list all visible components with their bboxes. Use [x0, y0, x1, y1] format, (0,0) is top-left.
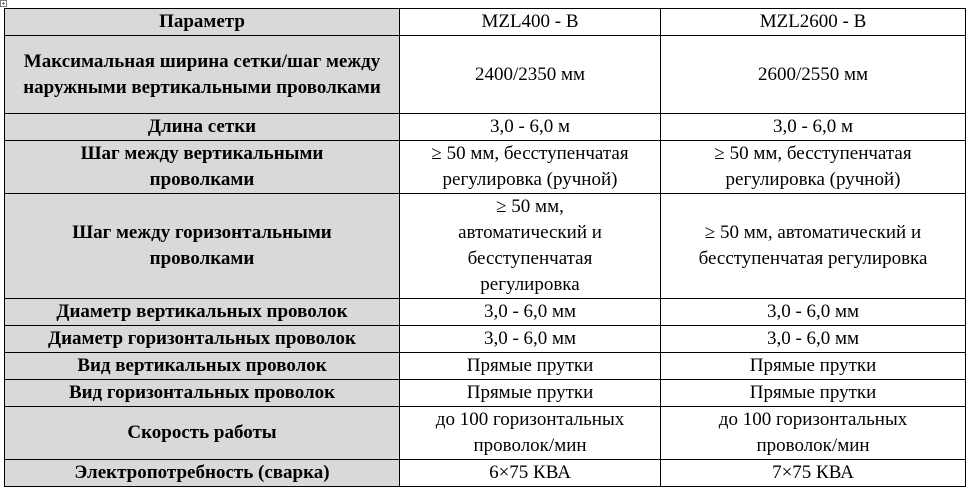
- row-parameter: Диаметр горизонтальных проволок: [5, 326, 400, 353]
- row-value-model-a: 3,0 - 6,0 мм: [400, 299, 661, 326]
- row-value-model-a: 6×75 КВА: [400, 460, 661, 487]
- table-row: [5, 194, 966, 299]
- row-value-model-a: ≥ 50 мм, бесступенчатая регулировка (ручной): [400, 141, 661, 194]
- row-parameter: Электропотребность (сварка): [5, 460, 400, 487]
- table-row: [5, 407, 966, 460]
- header-parameter: Параметр: [5, 9, 400, 36]
- table-row: [5, 353, 966, 380]
- row-parameter: Шаг между вертикальными проволками: [5, 141, 400, 194]
- row-value-model-b: ≥ 50 мм, автоматический и бесступенчатая регулировка: [661, 194, 966, 299]
- table-row: [5, 114, 966, 141]
- table-row: [5, 141, 966, 194]
- row-parameter: Вид вертикальных проволок: [5, 353, 400, 380]
- row-value-model-b: Прямые прутки: [661, 353, 966, 380]
- row-value-model-b: 2600/2550 мм: [661, 36, 966, 114]
- row-value-model-b: до 100 горизонтальных проволок/мин: [661, 407, 966, 460]
- specification-table: [4, 8, 966, 487]
- table-header-row: [5, 9, 966, 36]
- row-value-model-b: 3,0 - 6,0 м: [661, 114, 966, 141]
- table-row: [5, 299, 966, 326]
- table-row: [5, 380, 966, 407]
- row-value-model-b: 3,0 - 6,0 мм: [661, 299, 966, 326]
- row-value-model-a: ≥ 50 мм, автоматический и бесступенчатая регулировка: [400, 194, 661, 299]
- table-row: [5, 326, 966, 353]
- row-value-model-b: 3,0 - 6,0 мм: [661, 326, 966, 353]
- header-model-a: MZL400 - B: [400, 9, 661, 36]
- header-model-b: MZL2600 - B: [661, 9, 966, 36]
- row-parameter: Вид горизонтальных проволок: [5, 380, 400, 407]
- row-value-model-a: Прямые прутки: [400, 353, 661, 380]
- row-value-model-a: Прямые прутки: [400, 380, 661, 407]
- row-parameter: Максимальная ширина сетки/шаг между наружными вертикальными проволками: [5, 36, 400, 114]
- row-parameter: Диаметр вертикальных проволок: [5, 299, 400, 326]
- table-move-handle-icon[interactable]: [0, 0, 8, 8]
- row-value-model-a: 2400/2350 мм: [400, 36, 661, 114]
- table-row: [5, 460, 966, 487]
- row-parameter: Длина сетки: [5, 114, 400, 141]
- row-value-model-a: до 100 горизонтальных проволок/мин: [400, 407, 661, 460]
- row-value-model-b: 7×75 КВА: [661, 460, 966, 487]
- row-value-model-b: Прямые прутки: [661, 380, 966, 407]
- row-value-model-a: 3,0 - 6,0 мм: [400, 326, 661, 353]
- row-parameter: Шаг между горизонтальными проволками: [5, 194, 400, 299]
- row-value-model-b: ≥ 50 мм, бесступенчатая регулировка (ручной): [661, 141, 966, 194]
- row-value-model-a: 3,0 - 6,0 м: [400, 114, 661, 141]
- table-row: [5, 36, 966, 114]
- row-parameter: Скорость работы: [5, 407, 400, 460]
